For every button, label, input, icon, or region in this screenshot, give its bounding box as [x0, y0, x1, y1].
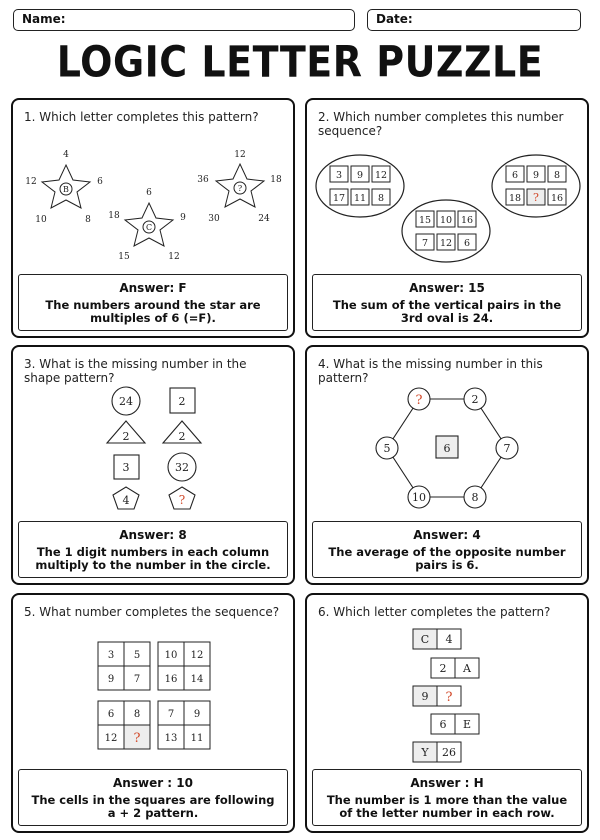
star-a-bottom-left: 10: [35, 215, 47, 225]
star-c-left: 36: [197, 175, 209, 185]
oval-c-cell: 10: [439, 215, 453, 226]
star-b-bottom-right: 12: [168, 252, 180, 262]
oval-b-cell: 18: [508, 193, 522, 204]
puzzle-4-answer-box: [312, 521, 582, 578]
grid-d-cell: 11: [190, 733, 204, 744]
grid-d-cell: 7: [167, 709, 175, 720]
col-a-pentagon-value: 4: [122, 494, 130, 507]
star-b-bottom-left: 15: [118, 252, 130, 262]
grid-b-cell: 10: [164, 650, 178, 661]
puzzle-2-question: 2. Which number completes this number sequence?: [318, 110, 564, 138]
grid-a-cell: 5: [133, 650, 141, 661]
grid-c-question-mark: ?: [133, 731, 141, 746]
puzzle-4-answer: Answer: 4: [413, 528, 481, 542]
star-c-bottom-left: 30: [208, 214, 220, 224]
puzzle-3-question: 3. What is the missing number in the shape pattern?: [24, 357, 247, 385]
oval-b-cell: 6: [511, 170, 519, 181]
date-label: Date:: [376, 12, 413, 26]
col-b-question-mark: ?: [178, 493, 186, 507]
puzzle-2-panel: [305, 98, 589, 338]
puzzle-6-explanation: The number is 1 more than the value of the letter number in each row.: [326, 793, 568, 820]
row-4-left: 6: [439, 718, 447, 731]
grid-d-cell: 13: [164, 733, 178, 744]
star-b-top: 6: [146, 188, 152, 198]
oval-a-cell: 17: [332, 193, 346, 204]
oval-a-cell: 11: [353, 193, 367, 204]
oval-a-cell: 12: [374, 170, 388, 181]
puzzle-2-answer: Answer: 15: [409, 281, 485, 295]
oval-a-cell: 3: [335, 170, 343, 181]
puzzle-3-answer-box: [18, 521, 288, 578]
col-a-square-value: 3: [122, 461, 130, 474]
col-a-triangle-value: 2: [122, 430, 130, 443]
grid-c-cell: 6: [107, 709, 115, 720]
oval-a: [316, 155, 404, 217]
puzzle-2-answer-box: [312, 274, 582, 331]
puzzle-5-panel: [11, 593, 295, 833]
puzzle-5-question: 5. What number completes the sequence?: [24, 605, 280, 619]
col-b-triangle-value: 2: [178, 430, 186, 443]
node-top-right: 2: [471, 393, 479, 406]
oval-c-cell: 6: [463, 238, 471, 249]
col-a-circle-value: 24: [119, 395, 133, 408]
oval-b-cell: 16: [550, 193, 564, 204]
grid-c-cell: 12: [104, 733, 118, 744]
node-question-mark: ?: [415, 393, 423, 408]
oval-c-cell: 16: [460, 215, 474, 226]
row-4-right: E: [462, 718, 472, 731]
node-right: 7: [503, 442, 511, 455]
grid-b-cell: 14: [190, 674, 204, 685]
puzzle-1-panel: [11, 98, 295, 338]
puzzle-4-panel: [305, 345, 589, 585]
puzzle-4-question: 4. What is the missing number in this pattern?: [318, 357, 543, 385]
name-field[interactable]: [13, 9, 355, 31]
oval-b-question-mark: ?: [533, 191, 539, 204]
oval-c-cell: 12: [439, 238, 453, 249]
center-value: 6: [443, 442, 451, 455]
oval-b: [492, 155, 580, 217]
row-5-left: Y: [421, 746, 429, 759]
date-field[interactable]: [367, 9, 581, 31]
grid-a-cell: 3: [107, 650, 115, 661]
star-c-bottom-right: 24: [258, 214, 270, 224]
star-a-center: B: [63, 185, 69, 194]
puzzle-3-panel: [11, 345, 295, 585]
row-5-right: 26: [442, 746, 456, 759]
col-b-square-value: 2: [178, 395, 186, 408]
name-label: Name:: [22, 12, 66, 26]
row-2-left: 2: [439, 662, 447, 675]
star-c-top: 12: [234, 150, 246, 160]
oval-a-cell: 9: [356, 170, 364, 181]
grid-a-cell: 7: [133, 674, 141, 685]
puzzle-6-question: 6. Which letter completes the pattern?: [318, 605, 551, 619]
puzzle-6-panel: [305, 593, 589, 833]
star-b-right: 9: [180, 213, 186, 223]
node-bottom-left: 10: [412, 491, 426, 504]
puzzle-2-explanation: The sum of the vertical pairs in the 3rd oval is 24.: [332, 298, 562, 325]
node-bottom-right: 8: [471, 491, 479, 504]
puzzle-1-question: 1. Which letter completes this pattern?: [24, 110, 259, 124]
grid-a-cell: 9: [107, 674, 115, 685]
star-b-center: C: [145, 223, 153, 232]
row-1-right: 4: [445, 633, 453, 646]
star-a-left: 12: [25, 177, 37, 187]
page-title: LOGIC LETTER PUZZLE: [56, 37, 544, 87]
oval-c-cell: 7: [421, 238, 429, 249]
row-1-left: C: [420, 633, 430, 646]
row-3-left: 9: [421, 690, 429, 703]
puzzle-4-explanation: The average of the opposite number pairs is 6.: [328, 545, 566, 572]
grid-b-cell: 12: [190, 650, 204, 661]
puzzle-3-answer: Answer: 8: [119, 528, 187, 542]
oval-c-cell: 15: [418, 215, 432, 226]
puzzle-6-answer: Answer : H: [410, 776, 484, 790]
puzzle-3-explanation: The 1 digit numbers in each column multiply to the number in the circle.: [35, 545, 271, 572]
row-2-right: A: [463, 662, 471, 675]
puzzle-1-answer: Answer: F: [119, 281, 187, 295]
puzzle-5-answer-box: [18, 769, 288, 826]
oval-b-cell: 9: [532, 170, 540, 181]
oval-b-cell: 8: [553, 170, 561, 181]
grid-d-cell: 9: [193, 709, 201, 720]
star-a-bottom-right: 8: [85, 215, 91, 225]
puzzle-1-explanation: The numbers around the star are multiples of 6 (=F).: [45, 298, 261, 325]
row-3-question-mark: ?: [445, 690, 453, 705]
puzzle-5-explanation: The cells in the squares are following a + 2 pattern.: [31, 793, 275, 820]
star-a-right: 6: [97, 177, 103, 187]
puzzle-6-answer-box: [312, 769, 582, 826]
grid-c-cell: 8: [133, 709, 141, 720]
star-b-left: 18: [108, 211, 120, 221]
puzzle-5-answer: Answer : 10: [113, 776, 193, 790]
star-c-right: 18: [270, 175, 282, 185]
node-left: 5: [383, 442, 391, 455]
star-c-center: ?: [237, 184, 243, 193]
oval-a-cell: 8: [377, 193, 385, 204]
star-a-top: 4: [63, 150, 69, 160]
oval-c: [402, 200, 490, 262]
grid-b-cell: 16: [164, 674, 178, 685]
puzzle-1-answer-box: [18, 274, 288, 331]
col-b-circle-value: 32: [175, 461, 189, 474]
